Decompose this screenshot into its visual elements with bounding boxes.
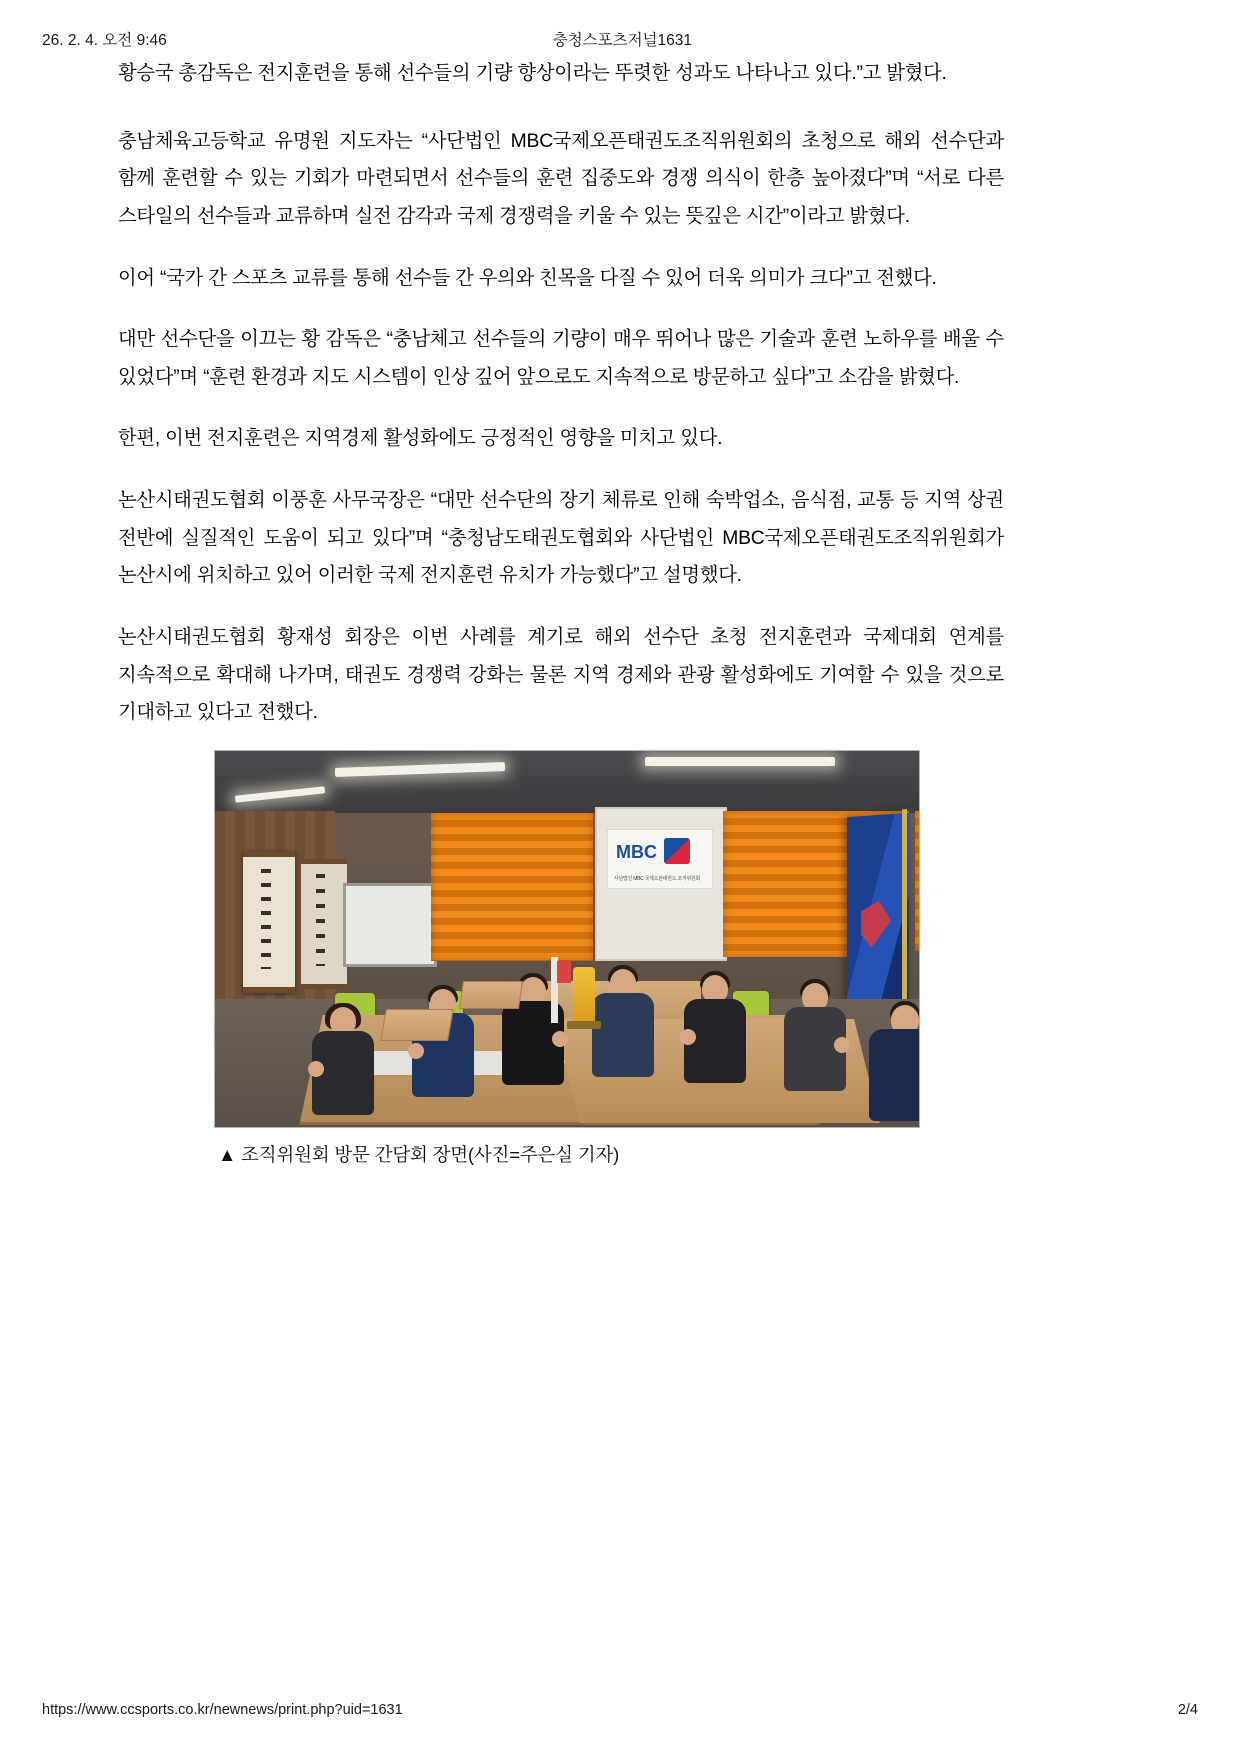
calligraphy-scroll (243, 851, 295, 993)
logo-caption: 사단법인 MBC 국제오픈태권도 조직위원회 (614, 875, 700, 882)
raised-fist (408, 1043, 424, 1059)
ceiling-light (235, 786, 325, 802)
header-title: 충청스포츠저널1631 (552, 32, 693, 49)
window-blinds (431, 813, 593, 961)
torso (869, 1029, 920, 1121)
raised-fist (834, 1037, 850, 1053)
raised-fist (680, 1029, 696, 1045)
paragraph: 충남체육고등학교 유명원 지도자는 “사단법인 MBC국제오픈태권도조직위원회의 초청으로 해외 선수단과 함께 훈련할 수 있는 기회가 마련되면서 선수들의 훈련 집중도와 경쟁 의식이 한층 높아졌다”며 “서로 다른 스타일의 선수들과 교류하며 실전 감각과 국제 경쟁력을 키울 수 있는 뜻깊은 시간”이라고 밝혔다. (118, 130, 1004, 227)
ceiling-light (335, 762, 505, 777)
footer-page-number: 2/4 (1177, 1702, 1198, 1718)
paragraph: 대만 선수단을 이끄는 황 감독은 “충남체고 선수들의 기량이 매우 뛰어나 많은 기술과 훈련 노하우를 배울 수 있었다”며 “훈련 환경과 지도 시스템이 인상 깊어 앞으로도 지속적으로 방문하고 싶다”고 소감을 밝혔다. (118, 329, 1004, 388)
paragraph: 이어 “국가 간 스포츠 교류를 통해 선수들 간 우의와 친목을 다질 수 있어 더욱 의미가 크다”고 전했다. (118, 267, 937, 289)
torso (312, 1031, 374, 1115)
article-figure (214, 750, 920, 1167)
ceiling-light (645, 757, 835, 766)
logo-mark-icon (664, 838, 690, 864)
logo-text: MBC (616, 841, 657, 862)
organization-logo (607, 829, 713, 889)
article-photo (214, 750, 920, 1128)
trophy (573, 967, 595, 1023)
paragraph: 황승국 총감독은 전지훈련을 통해 선수들의 기량 향상이라는 뚜렷한 성과도 나타나고 있다.”고 밝혔다. (118, 63, 947, 84)
header-timestamp: 26. 2. 4. 오전 9:46 (42, 32, 167, 49)
torso (784, 1007, 846, 1091)
raised-fist (552, 1031, 568, 1047)
torso (592, 993, 654, 1077)
window-blinds (915, 811, 920, 951)
page-footer (42, 1702, 1198, 1718)
whiteboard (343, 883, 437, 967)
raised-fist (308, 1061, 324, 1077)
paragraph: 논산시태권도협회 황재성 회장은 이번 사례를 계기로 해외 선수단 초청 전지훈련과 국제대회 연계를 지속적으로 확대해 나가며, 태권도 경쟁력 강화는 물론 지역 경제와 관광 활성화에도 기여할 수 있을 것으로 기대하고 있다고 전했다. (118, 626, 1004, 724)
torso (684, 999, 746, 1083)
page-header (42, 28, 1198, 50)
footer-url: https://www.ccsports.co.kr/newnews/print.php?uid=1631 (42, 1702, 403, 1718)
gift-box (459, 981, 523, 1009)
paragraph: 한편, 이번 전지훈련은 지역경제 활성화에도 긍정적인 영향을 미치고 있다. (118, 428, 723, 450)
photo-scene (215, 751, 919, 1127)
paragraph: 논산시태권도협회 이풍훈 사무국장은 “대만 선수단의 장기 체류로 인해 숙박업소, 음식점, 교통 등 지역 상권 전반에 실질적인 도움이 되고 있다”며 “충청남도태권도협회와 사단법인 MBC국제오픈태권도조직위원회가 논산시에 위치하고 있어 이러한 국제 전지훈련 유치가 가능했다”고 설명했다. (118, 490, 1004, 587)
calligraphy-scroll (301, 859, 347, 989)
figure-caption: ▲ 조직위원회 방문 간담회 장면(사진=주은실 기자) (218, 1143, 620, 1165)
article-body (118, 55, 1004, 1167)
gift-box (380, 1009, 454, 1041)
flag-emblem-icon (861, 900, 891, 948)
desk-flag (551, 957, 558, 1023)
